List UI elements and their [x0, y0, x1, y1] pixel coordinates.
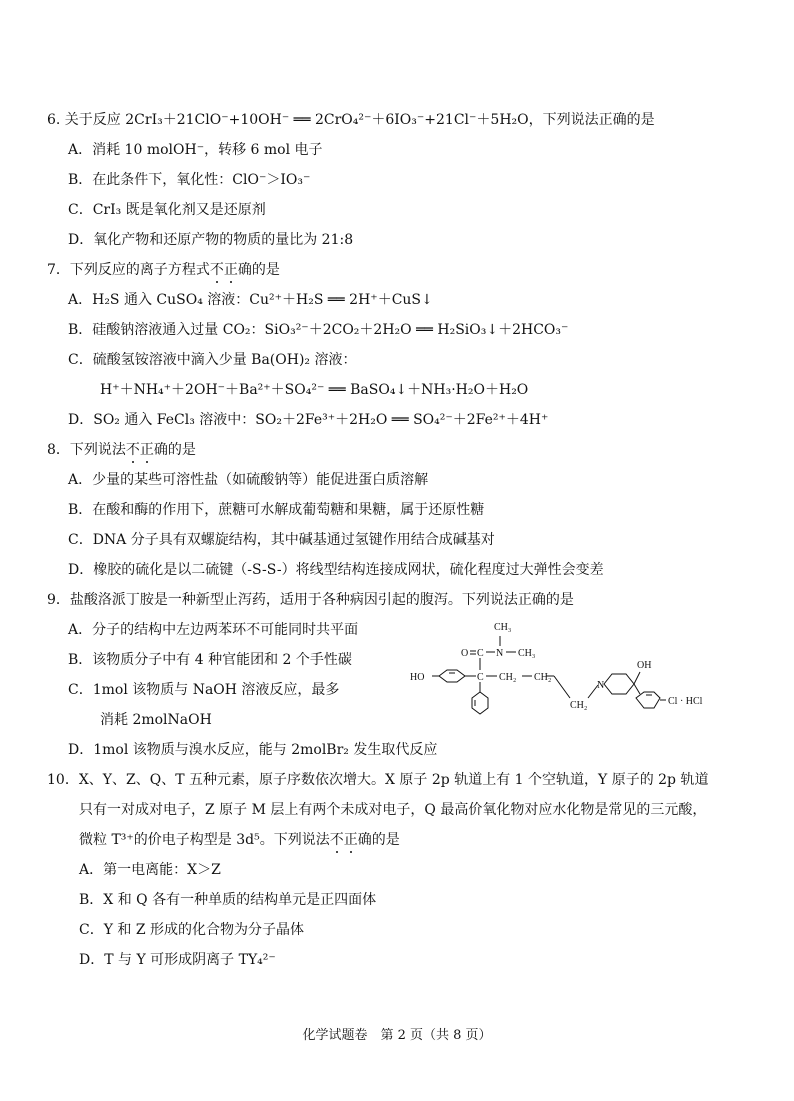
- question-10-option-c: C．Y 和 Z 形成的化合物为分子晶体: [79, 922, 305, 938]
- stem-text: 确的是: [357, 832, 400, 848]
- question-7-stem: [47, 261, 280, 279]
- ch2-a-label: CH₂: [499, 672, 517, 683]
- stem-text: 7．下列反应的离子方程式: [47, 262, 210, 278]
- emphasis-char: 正: [343, 832, 358, 848]
- ch2-b-label: CH₂: [534, 672, 552, 683]
- loperamide-structure-diagram: [404, 616, 724, 716]
- question-10-stem-line-2: 只有一对成对电子，Z 原子 M 层上有两个未成对电子，Q 最高价氧化物对应水化物是常见的三元酸，: [79, 802, 707, 818]
- question-9-option-d: D．1mol 该物质与溴水反应，能与 2molBr₂ 发生取代反应: [68, 742, 438, 758]
- stem-text: 确的是: [237, 262, 280, 278]
- question-8-option-d: D．橡胶的硫化是以二硫键（-S-S-）将线型结构连接成网状，硫化程度过大弹性会变差: [68, 562, 604, 578]
- question-7-option-c-equation: H⁺＋NH₄⁺＋2OH⁻＋Ba²⁺＋SO₄²⁻ ══ BaSO₄↓＋NH₃·H₂O＋H₂O: [100, 382, 529, 398]
- question-6-option-a: A．消耗 10 molOH⁻，转移 6 mol 电子: [68, 142, 323, 158]
- question-8-option-a: A．少量的某些可溶性盐（如硫酸钠等）能促进蛋白质溶解: [68, 472, 429, 488]
- question-8-stem: [47, 441, 196, 459]
- page-footer: 化学试题卷 第 2 页（共 8 页）: [302, 1028, 492, 1043]
- ch2-c-label: CH₂: [570, 700, 588, 711]
- question-9-option-c: C．1mol 该物质与 NaOH 溶液反应，最多: [68, 682, 340, 698]
- question-8-option-b: B．在酸和酶的作用下，蔗糖可水解成葡萄糖和果糖，属于还原性糖: [68, 502, 485, 518]
- question-9-stem: 9．盐酸洛派丁胺是一种新型止泻药，适用于各种病因引起的腹泻。下列说法正确的是: [47, 592, 574, 608]
- question-7-option-d: D．SO₂ 通入 FeCl₃ 溶液中：SO₂＋2Fe³⁺＋2H₂O ══ SO₄²⁻＋2Fe²⁺＋4H⁺: [68, 412, 549, 428]
- piperidine-nitrogen-label: N: [597, 680, 605, 691]
- methyl-top-label: CH₃: [494, 622, 512, 633]
- emphasis-char: 正: [139, 442, 154, 458]
- emphasis-char: 不: [329, 832, 344, 848]
- question-6-stem: 6. 关于反应 2CrI₃＋21ClO⁻+10OH⁻ ══ 2CrO₄²⁻＋6IO₃⁻+21Cl⁻＋5H₂O，下列说法正确的是: [47, 112, 655, 128]
- stem-text: 微粒 T³⁺的价电子构型是 3d⁵。下列说法: [79, 832, 330, 848]
- question-8-option-c: C．DNA 分子具有双螺旋结构，其中碱基通过氢键作用结合成碱基对: [68, 532, 495, 548]
- carbonyl-carbon-label: C: [477, 648, 484, 659]
- question-9-option-b: B．该物质分子中有 4 种官能团和 2 个手性碳: [68, 652, 352, 668]
- carbonyl-oxygen-label: O: [461, 648, 469, 659]
- stem-text: 8．下列说法: [47, 442, 126, 458]
- question-10-stem-line-1: 10．X、Y、Z、Q、T 五种元素，原子序数依次增大。X 原子 2p 轨道上有 1 个空轨道，Y 原子的 2p 轨道: [47, 772, 709, 788]
- question-10-option-b: B．X 和 Q 各有一种单质的结构单元是正四面体: [79, 892, 377, 908]
- emphasis-char: 不: [125, 442, 140, 458]
- quaternary-carbon-label: C: [477, 672, 484, 683]
- question-10-option-d: D．T 与 Y 可形成阴离子 TY₄²⁻: [79, 952, 276, 968]
- methyl-right-label: CH₃: [518, 648, 536, 659]
- question-7-option-b: B．硅酸钠溶液通入过量 CO₂：SiO₃²⁻＋2CO₂＋2H₂O ══ H₂SiO₃↓＋2HCO₃⁻: [68, 322, 569, 338]
- question-7-option-a: A．H₂S 通入 CuSO₄ 溶液：Cu²⁺＋H₂S ══ 2H⁺＋CuS↓: [68, 292, 433, 308]
- amide-nitrogen-label: N: [496, 648, 504, 659]
- question-7-option-c: C．硫酸氢铵溶液中滴入少量 Ba(OH)₂ 溶液：: [68, 352, 357, 368]
- question-6-option-c: C．CrI₃ 既是氧化剂又是还原剂: [68, 202, 266, 218]
- question-6-option-b: B．在此条件下，氧化性：ClO⁻＞IO₃⁻: [68, 172, 311, 188]
- chloro-hcl-label: Cl · HCl: [668, 696, 703, 707]
- question-9-option-c-cont: 消耗 2molNaOH: [100, 712, 212, 728]
- hydroxy-left-label: HO: [410, 672, 425, 683]
- question-9-option-a: A．分子的结构中左边两苯环不可能同时共平面: [68, 622, 359, 638]
- emphasis-char: 正: [223, 262, 238, 278]
- hydroxy-right-label: OH: [637, 660, 652, 671]
- question-10-stem-line-3: [79, 831, 400, 849]
- question-6-option-d: D．氧化产物和还原产物的物质的量比为 21:8: [68, 232, 354, 248]
- question-10-option-a: A．第一电离能：X＞Z: [79, 862, 221, 878]
- emphasis-char: 不: [209, 262, 224, 278]
- stem-text: 确的是: [153, 442, 196, 458]
